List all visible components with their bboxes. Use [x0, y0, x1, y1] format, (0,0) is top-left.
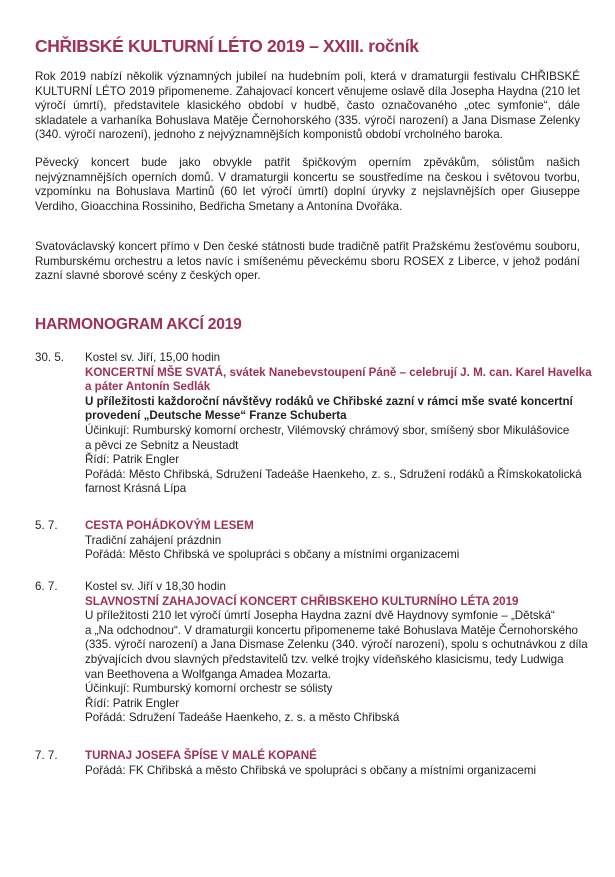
event-line: Tradiční zahájení prázdnin — [85, 533, 222, 547]
event-line: U příležitosti 210 let výročí úmrtí Josepha Haydna zazní dvě Haydnovy symfonie – „Dětská“ — [85, 609, 555, 623]
event-details — [85, 519, 585, 563]
event-date: 5. 7. — [35, 519, 58, 532]
event-date: 6. 7. — [35, 580, 58, 593]
event-details — [85, 580, 588, 726]
event-line: Kostel sv. Jiří v 18,30 hodin — [85, 580, 226, 593]
event-title: CESTA POHÁDKOVÝM LESEM — [85, 519, 254, 532]
event-line: zbývajících dvou slavných představitelů tzv. velké trojky vídeňského klasicismu, tedy Ludwiga — [85, 652, 564, 666]
event-line: Kostel sv. Jiří, 15,00 hodin — [85, 351, 221, 364]
event-line: farnost Krásná Lípa — [85, 482, 187, 496]
event-title: a páter Antonín Sedlák — [85, 380, 211, 394]
event-title: SLAVNOSTNÍ ZAHAJOVACÍ KONCERT CHŘIBSKEHO KULTURNÍHO LÉTA 2019 — [85, 594, 519, 608]
event-line: Pořádá: Město Chřibská ve spolupráci s občany a místními organizacemi — [85, 548, 460, 562]
event-date: 7. 7. — [35, 749, 58, 762]
schedule-heading: HARMONOGRAM AKCÍ 2019 — [35, 316, 242, 333]
intro-paragraph-3: Svatováclavský koncert přímo v Den české státnosti bude tradičně patřit Pražskému žesťovému souboru, Rumburskému orchestru a letos navíc i smíšenému pěveckému sboru ROSEX z Liberce, v jehož podání zazní slavné sborové scény z českých oper. — [35, 240, 580, 283]
event-line: provedení „Deutsche Messe“ Franze Schuberta — [85, 409, 347, 423]
event-line: U příležitosti každoroční návštěvy rodáků ve Chřibské zazní v rámci mše svaté koncertní — [85, 394, 573, 408]
event-details — [85, 749, 585, 778]
intro-paragraph-2: Pěvecký koncert bude jako obvykle patřit špičkovým operním zpěvákům, sólistům našich nejvýznamnějších operních domů. V dramaturgii koncertu se soustředíme na českou i světovou tvorbu, vzpomínku na Bohuslava Martinů (60 let výročí úmrtí) doplní úryvky z nejslavnějších oper Giuseppe Verdiho, Gioacchina Rossiniho, Bedřicha Smetany a Antonína Dvořáka. — [35, 156, 580, 213]
event-details — [85, 351, 592, 497]
event-date: 30. 5. — [35, 351, 65, 364]
event-title: KONCERTNÍ MŠE SVATÁ, svátek Nanebevstoupení Páně – celebrují J. M. can. Karel Havelka — [85, 365, 592, 379]
event-line: Pořádá: Město Chřibská, Sdružení Tadeáše Haenkeho, z. s., Sdružení rodáků a Římskokatolická — [85, 467, 582, 481]
event-line: Pořádá: FK Chřibská a město Chřibská ve spolupráci s občany a místními organizacemi — [85, 763, 537, 777]
event-line: van Beethovena a Wolfganga Amadea Mozarta. — [85, 667, 331, 681]
event-line: Pořádá: Sdružení Tadeáše Haenkeho, z. s. a město Chřibská — [85, 711, 400, 725]
event-title: TURNAJ JOSEFA ŠPÍSE V MALÉ KOPANÉ — [85, 749, 317, 762]
event-line: Účinkují: Rumburský komorní orchestr se sólisty — [85, 682, 333, 696]
event-line: (335. výročí narození) a Jana Dismase Zelenku (340. výročí narození), spolu s ochutnávkou z díla — [85, 638, 588, 652]
event-line: Řídí: Patrik Engler — [85, 453, 180, 467]
intro-paragraph-1: Rok 2019 nabízí několik významných jubileí na hudebním poli, která v dramaturgii festivalu CHŘIBSKÉ KULTURNÍ LÉTO 2019 připomeneme. Zahajovací koncert věnujeme oslavě díla Josepha Haydna (210 let výročí úmrtí), představitele klasického období v hudbě, často označovaného „otec symfonie“, dále skladatele a varhaníka Bohuslava Matěje Černohorského (335. výročí narození) a Jana Dismase Zelenky (340. výročí narození), jednoho z nejvýznamnějších komponistů období vrcholného baroka. — [35, 70, 580, 142]
page-title: CHŘIBSKÉ KULTURNÍ LÉTO 2019 – XXIII. ročník — [35, 36, 419, 56]
event-line: a „Na odchodnou“. V dramaturgii koncertu připomeneme také Bohuslava Matěje Černohorského — [85, 623, 579, 637]
event-line: a pěvci ze Sebnitz a Neustadt — [85, 438, 239, 452]
event-line: Účinkují: Rumburský komorní orchestr, Vilémovský chrámový sbor, smíšený sbor Mikulášovice — [85, 423, 570, 437]
event-line: Řídí: Patrik Engler — [85, 696, 180, 710]
